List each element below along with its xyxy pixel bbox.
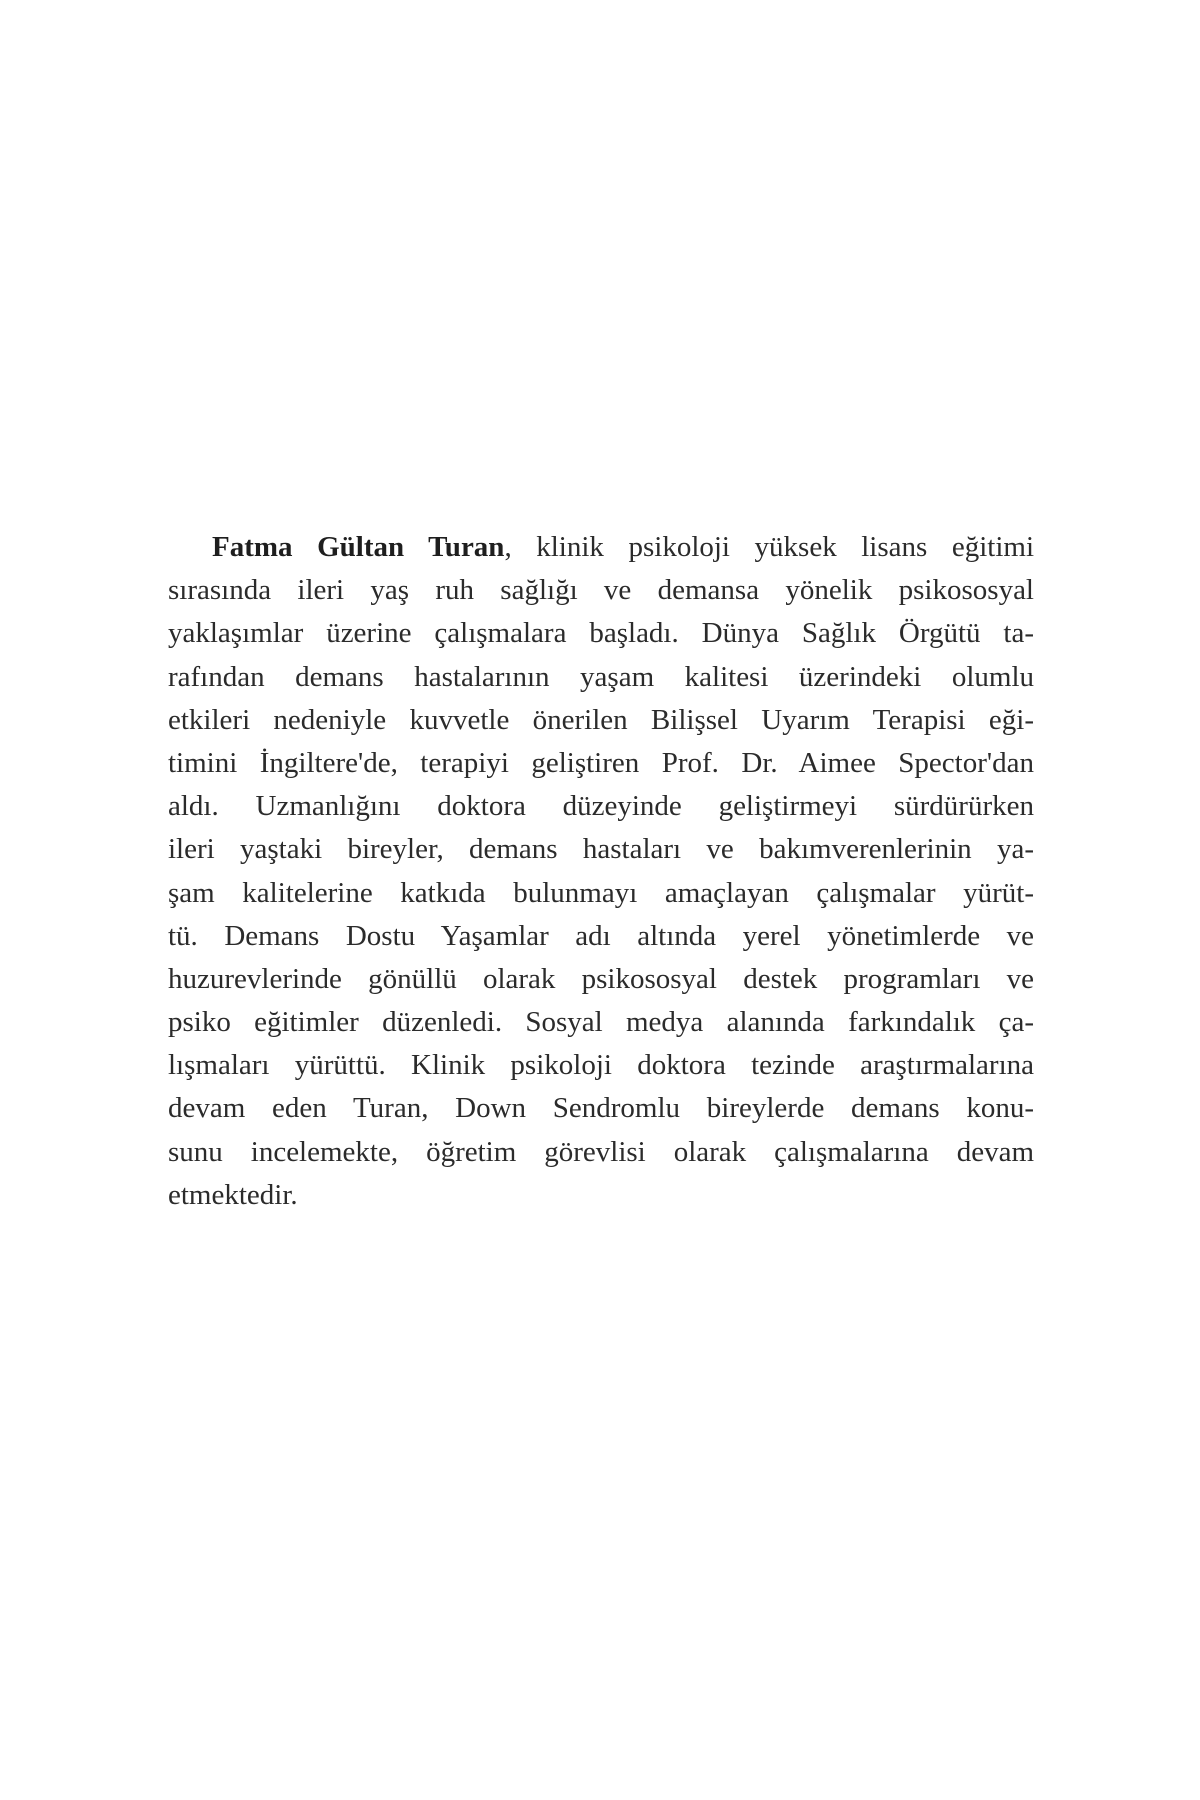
bio-line-5: etkileri nedeniyle kuvvetle önerilen Bilişsel Uyarım Terapisi eği- [168, 703, 1034, 736]
bio-line-4: rafından demans hastalarının yaşam kalitesi üzerindeki olumlu [168, 660, 1034, 693]
bio-line-8: ileri yaştaki bireyler, demans hastaları ve bakımverenlerinin ya- [168, 833, 1034, 866]
bio-line-13: lışmaları yürüttü. Klinik psikoloji doktora tezinde araştırmalarına [168, 1049, 1034, 1082]
author-name: Fatma Gültan Turan [212, 531, 505, 563]
bio-line-1 [168, 526, 1034, 569]
bio-line-11: huzurevlerinde gönüllü olarak psikososyal destek programları ve [168, 962, 1034, 995]
bio-line-10: tü. Demans Dostu Yaşamlar adı altında yerel yönetimlerde ve [168, 919, 1034, 952]
bio-line-7: aldı. Uzmanlığını doktora düzeyinde geliştirmeyi sürdürürken [168, 790, 1034, 823]
author-biography [168, 526, 1034, 1217]
bio-line-2: sırasında ileri yaş ruh sağlığı ve demansa yönelik psikososyal [168, 574, 1034, 607]
bio-line-3: yaklaşımlar üzerine çalışmalara başladı. Dünya Sağlık Örgütü ta- [168, 617, 1034, 650]
bio-line-6: timini İngiltere'de, terapiyi geliştiren Prof. Dr. Aimee Spector'dan [168, 746, 1034, 779]
bio-line-12: psiko eğitimler düzenledi. Sosyal medya alanında farkındalık ça- [168, 1006, 1034, 1039]
bio-line-15: sunu incelemekte, öğretim görevlisi olarak çalışmalarına devam [168, 1135, 1034, 1168]
bio-line-9: şam kalitelerine katkıda bulunmayı amaçlayan çalışmalar yürüt- [168, 876, 1034, 909]
bio-line-14: devam eden Turan, Down Sendromlu bireylerde demans konu- [168, 1092, 1034, 1125]
bio-line-1-text: , klinik psikoloji yüksek lisans eğitimi [504, 531, 1035, 563]
bio-line-16: etmektedir. [168, 1178, 298, 1211]
